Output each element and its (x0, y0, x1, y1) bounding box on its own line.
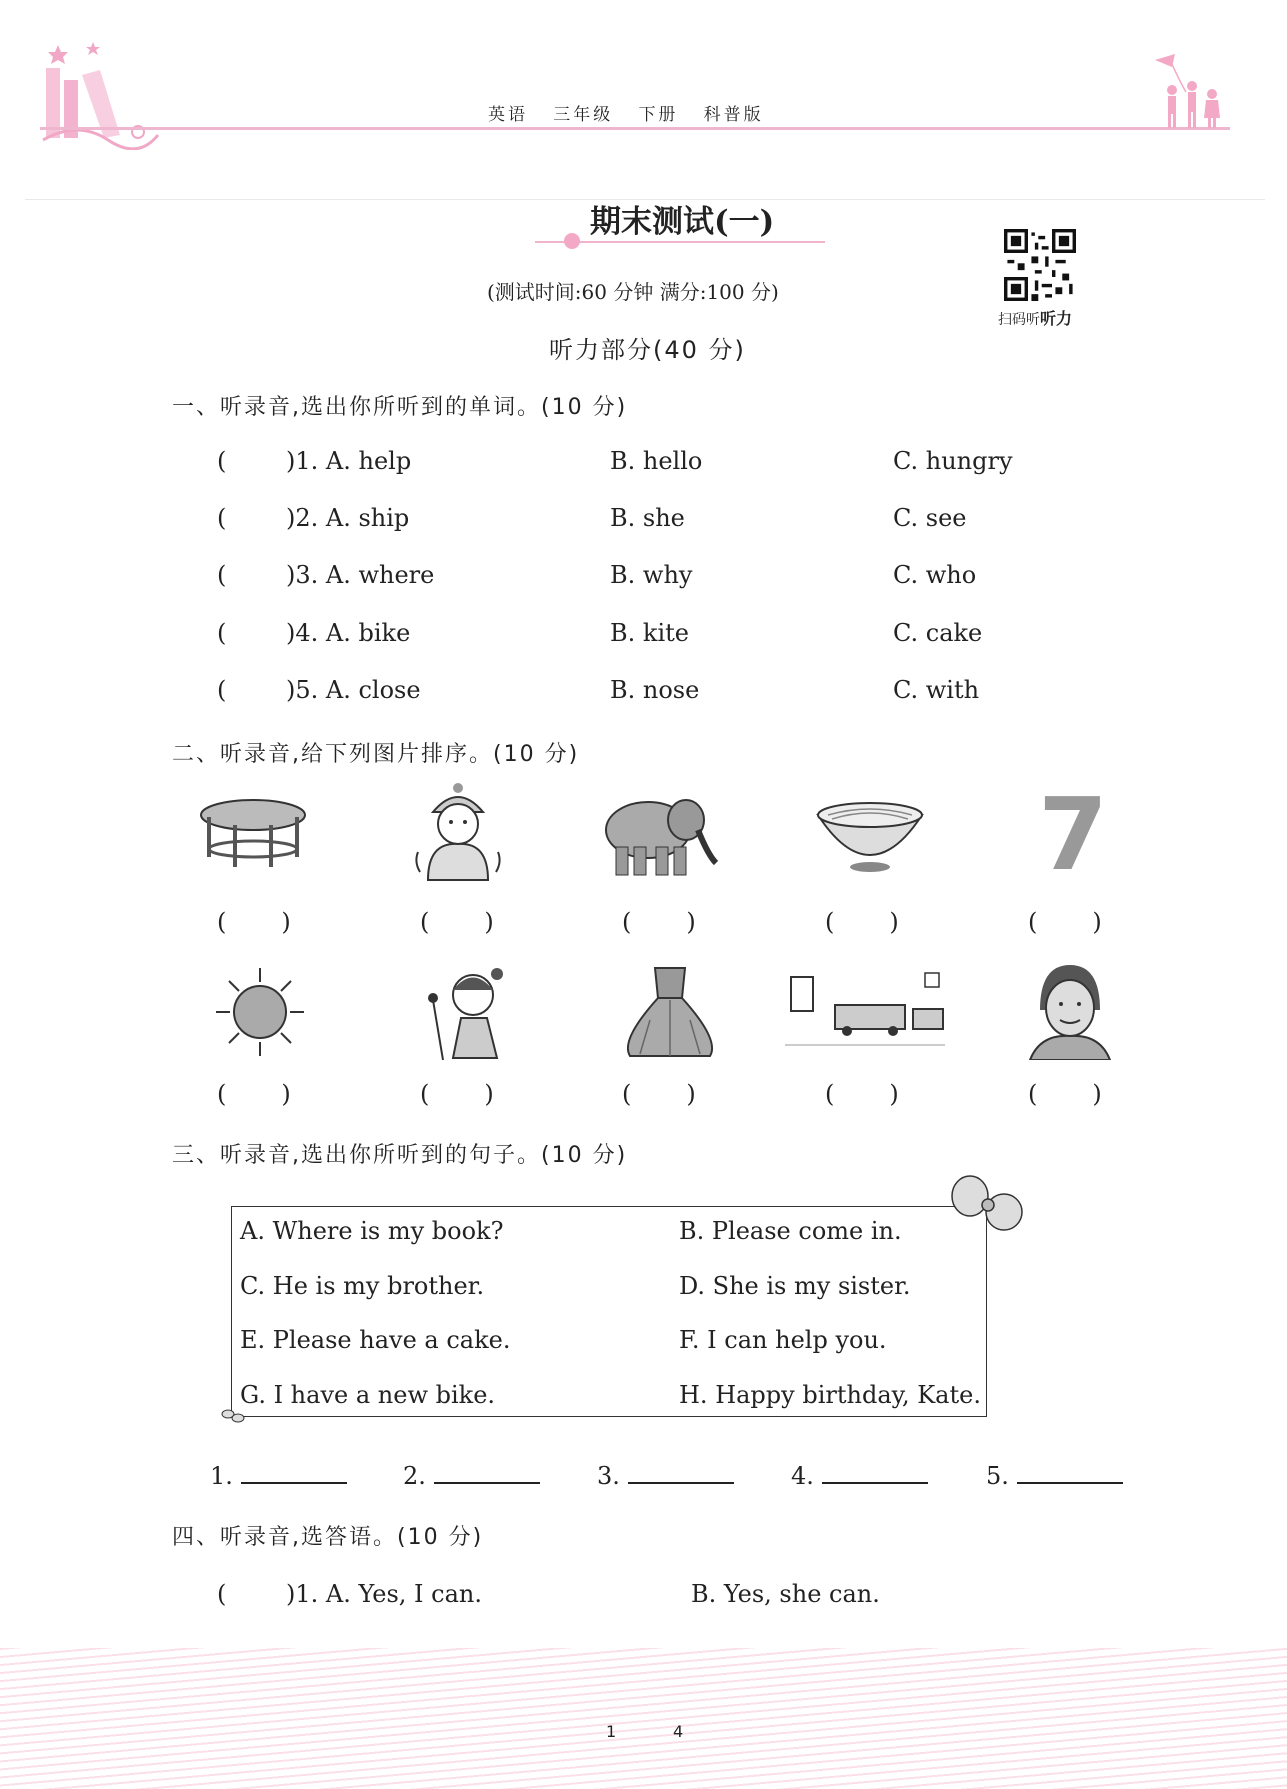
answer-blank-3[interactable]: 3. (597, 1460, 734, 1490)
qr-label-small: 扫码听 (998, 312, 1040, 328)
elephant-picture (598, 785, 718, 885)
s1-item3-c: C. who (893, 561, 977, 589)
header-subject: 英语 (488, 105, 528, 125)
sentence-a: A. Where is my book? (240, 1217, 504, 1245)
title-dot-icon (564, 233, 580, 249)
s1-item4-b: B. kite (610, 619, 689, 647)
s4-item1-paren: ( (217, 1580, 227, 1608)
sentence-b: B. Please come in. (679, 1217, 902, 1245)
dress-picture (610, 960, 730, 1060)
qr-code-icon[interactable] (1004, 229, 1076, 301)
header-term: 下册 (638, 105, 679, 125)
grandmother-picture (1010, 960, 1130, 1060)
header-edition: 科普版 (703, 105, 764, 125)
s1-item2-paren: ( (217, 504, 227, 532)
answer-blank-5[interactable]: 5. (986, 1460, 1123, 1490)
table-picture (193, 785, 313, 885)
s1-item4-a: )4. A. bike (286, 619, 411, 647)
number-seven-picture: 7 (1038, 776, 1108, 893)
s4-item1-a: )1. A. Yes, I can. (286, 1580, 482, 1608)
s1-item3-b: B. why (610, 561, 693, 589)
part-title: 听力部分(40 分) (549, 336, 746, 364)
sentence-d: D. She is my sister. (679, 1272, 911, 1300)
s1-item4-c: C. cake (893, 619, 983, 647)
qr-label-big: 听力 (1040, 309, 1073, 328)
section4-heading: 四、听录音,选答语。(10 分) (172, 1525, 484, 1550)
footer-stripes (0, 1648, 1287, 1789)
s1-item2-b: B. she (610, 504, 685, 532)
s4-item1-b: B. Yes, she can. (691, 1580, 880, 1608)
page-title: 期末测试(一) (590, 204, 775, 240)
s1-item5-b: B. nose (610, 676, 700, 704)
s1-item5-paren: ( (217, 676, 227, 704)
answer-blank-4[interactable]: 4. (791, 1460, 928, 1490)
s1-item3-paren: ( (217, 561, 227, 589)
s2-r1-p2: ( ) (420, 908, 494, 936)
s2-r1-p4: ( ) (825, 908, 899, 936)
answer-blank-1[interactable]: 1. (210, 1460, 347, 1490)
s1-item2-a: )2. A. ship (286, 504, 410, 532)
s1-item1-a: )1. A. help (286, 447, 412, 475)
qr-label (998, 306, 1072, 329)
s1-item1-b: B. hello (610, 447, 703, 475)
header-subject-line (488, 100, 764, 125)
s2-r2-p2: ( ) (420, 1080, 494, 1108)
s1-item2-c: C. see (893, 504, 967, 532)
s2-r1-p3: ( ) (622, 908, 696, 936)
s2-r2-p5: ( ) (1028, 1080, 1102, 1108)
children-kite-icon (1150, 52, 1230, 132)
s1-item4-paren: ( (217, 619, 227, 647)
sentence-g: G. I have a new bike. (240, 1381, 496, 1409)
s1-item5-c: C. with (893, 676, 980, 704)
sentence-c: C. He is my brother. (240, 1272, 485, 1300)
sentence-f: F. I can help you. (679, 1326, 887, 1354)
page-number-left: 1 (606, 1722, 617, 1741)
s2-r2-p3: ( ) (622, 1080, 696, 1108)
s1-item1-paren: ( (217, 447, 227, 475)
header-grade: 三年级 (553, 105, 614, 125)
s2-r2-p1: ( ) (217, 1080, 291, 1108)
header-logo-decoration (38, 40, 163, 150)
s2-r1-p1: ( ) (217, 908, 291, 936)
s1-item1-c: C. hungry (893, 447, 1013, 475)
s1-item3-a: )3. A. where (286, 561, 435, 589)
big-small-cars-picture (785, 965, 950, 1055)
singing-girl-picture (403, 960, 523, 1060)
section1-heading: 一、听录音,选出你所听到的单词。(10 分) (172, 395, 628, 420)
sun-picture (200, 960, 320, 1060)
answer-blank-2[interactable]: 2. (403, 1460, 540, 1490)
s1-item5-a: )5. A. close (286, 676, 421, 704)
test-info: (测试时间:60 分钟 满分:100 分) (487, 280, 779, 304)
header-divider (40, 127, 1230, 130)
bow-icon (948, 1172, 1026, 1242)
sentence-e: E. Please have a cake. (240, 1326, 511, 1354)
section3-heading: 三、听录音,选出你所听到的句子。(10 分) (172, 1143, 628, 1168)
s2-r1-p5: ( ) (1028, 908, 1102, 936)
noodles-bowl-picture (810, 785, 930, 885)
sentence-h: H. Happy birthday, Kate. (679, 1381, 981, 1409)
section2-heading: 二、听录音,给下列图片排序。(10 分) (172, 742, 580, 767)
s2-r2-p4: ( ) (825, 1080, 899, 1108)
page-number-right: 4 (673, 1722, 684, 1741)
cold-boy-picture (398, 782, 518, 882)
